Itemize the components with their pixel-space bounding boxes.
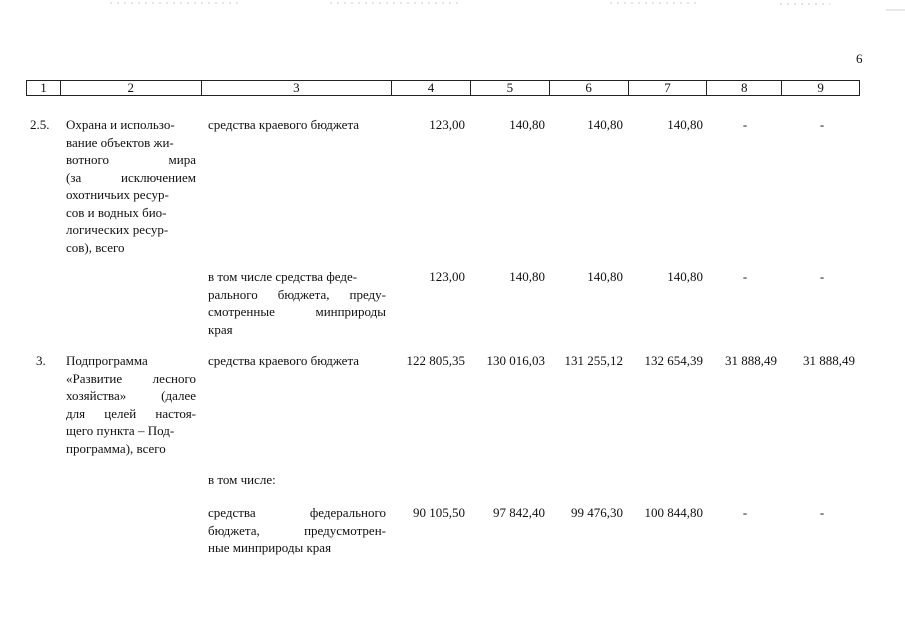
value-col-7: 132 654,39 — [644, 353, 703, 368]
value-col-8: - — [742, 269, 748, 284]
name-line: Подпрограмма — [66, 353, 148, 368]
value-col-9: - — [819, 505, 825, 520]
funding-source: средства краевого бюджета — [208, 353, 360, 368]
value-col-4: 90 105,50 — [413, 505, 465, 520]
name-line: сов и водных био- — [66, 204, 167, 220]
source-line: смотренные минприроды — [208, 304, 386, 319]
header-col-6: 6 — [550, 81, 629, 95]
source-line: края — [208, 321, 233, 337]
value-col-8: - — [742, 505, 748, 520]
value-col-5: 130 016,03 — [486, 353, 545, 368]
value-col-9: - — [819, 117, 825, 132]
value-col-6: 99 476,30 — [571, 505, 623, 520]
value-col-8: 31 888,49 — [725, 353, 777, 368]
header-col-2: 2 — [61, 81, 202, 95]
value-col-7: 140,80 — [667, 117, 703, 132]
name-line: для целей настоя- — [66, 405, 196, 421]
value-col-7: 100 844,80 — [644, 505, 703, 520]
value-col-4: 123,00 — [429, 269, 465, 284]
funding-source: средства краевого бюджета — [208, 117, 360, 132]
value-col-6: 140,80 — [587, 117, 623, 132]
source-line: средства федерального — [208, 505, 386, 520]
source-line: бюджета, предусмотрен- — [208, 522, 386, 538]
header-col-9: 9 — [817, 80, 824, 95]
header-col-5: 5 — [471, 81, 550, 95]
value-col-6: 131 255,12 — [564, 353, 623, 368]
name-line: вание объектов жи- — [66, 134, 174, 150]
header-col-7: 7 — [629, 81, 708, 95]
value-col-5: 140,80 — [509, 117, 545, 132]
header-col-1: 1 — [27, 81, 61, 95]
header-col-4: 4 — [392, 81, 471, 95]
value-col-6: 140,80 — [587, 269, 623, 284]
header-col-3: 3 — [202, 81, 393, 95]
name-line: хозяйства» (далее — [66, 388, 196, 403]
name-line: (за исключением — [66, 169, 196, 185]
name-line: щего пункта – Под- — [66, 423, 175, 438]
value-col-5: 97 842,40 — [493, 505, 545, 520]
value-col-5: 140,80 — [509, 269, 545, 284]
row-number: 2.5. — [30, 117, 50, 132]
header-col-8: 8 — [707, 81, 782, 95]
source-line: в том числе средства феде- — [208, 269, 358, 284]
name-line: Охрана и использо- — [66, 117, 175, 132]
value-col-9: 31 888,49 — [803, 353, 855, 368]
page-number: 6 — [856, 51, 863, 66]
name-line: вотного мира — [66, 152, 196, 167]
name-line: сов), всего — [66, 239, 125, 255]
name-line: программа), всего — [66, 440, 166, 456]
name-line: охотничьих ресур- — [66, 187, 169, 202]
value-col-7: 140,80 — [667, 269, 703, 284]
source-line: ные минприроды края — [208, 540, 332, 555]
name-line: «Развитие лесного — [66, 370, 196, 386]
name-line: логических ресур- — [66, 222, 169, 237]
value-col-8: - — [742, 117, 748, 132]
row-number: 3. — [36, 353, 46, 368]
value-col-4: 123,00 — [429, 117, 465, 132]
source-line: рального бюджета, преду- — [208, 286, 386, 302]
funding-source: в том числе: — [208, 472, 276, 487]
value-col-9: - — [819, 269, 825, 284]
value-col-4: 122 805,35 — [406, 353, 465, 368]
